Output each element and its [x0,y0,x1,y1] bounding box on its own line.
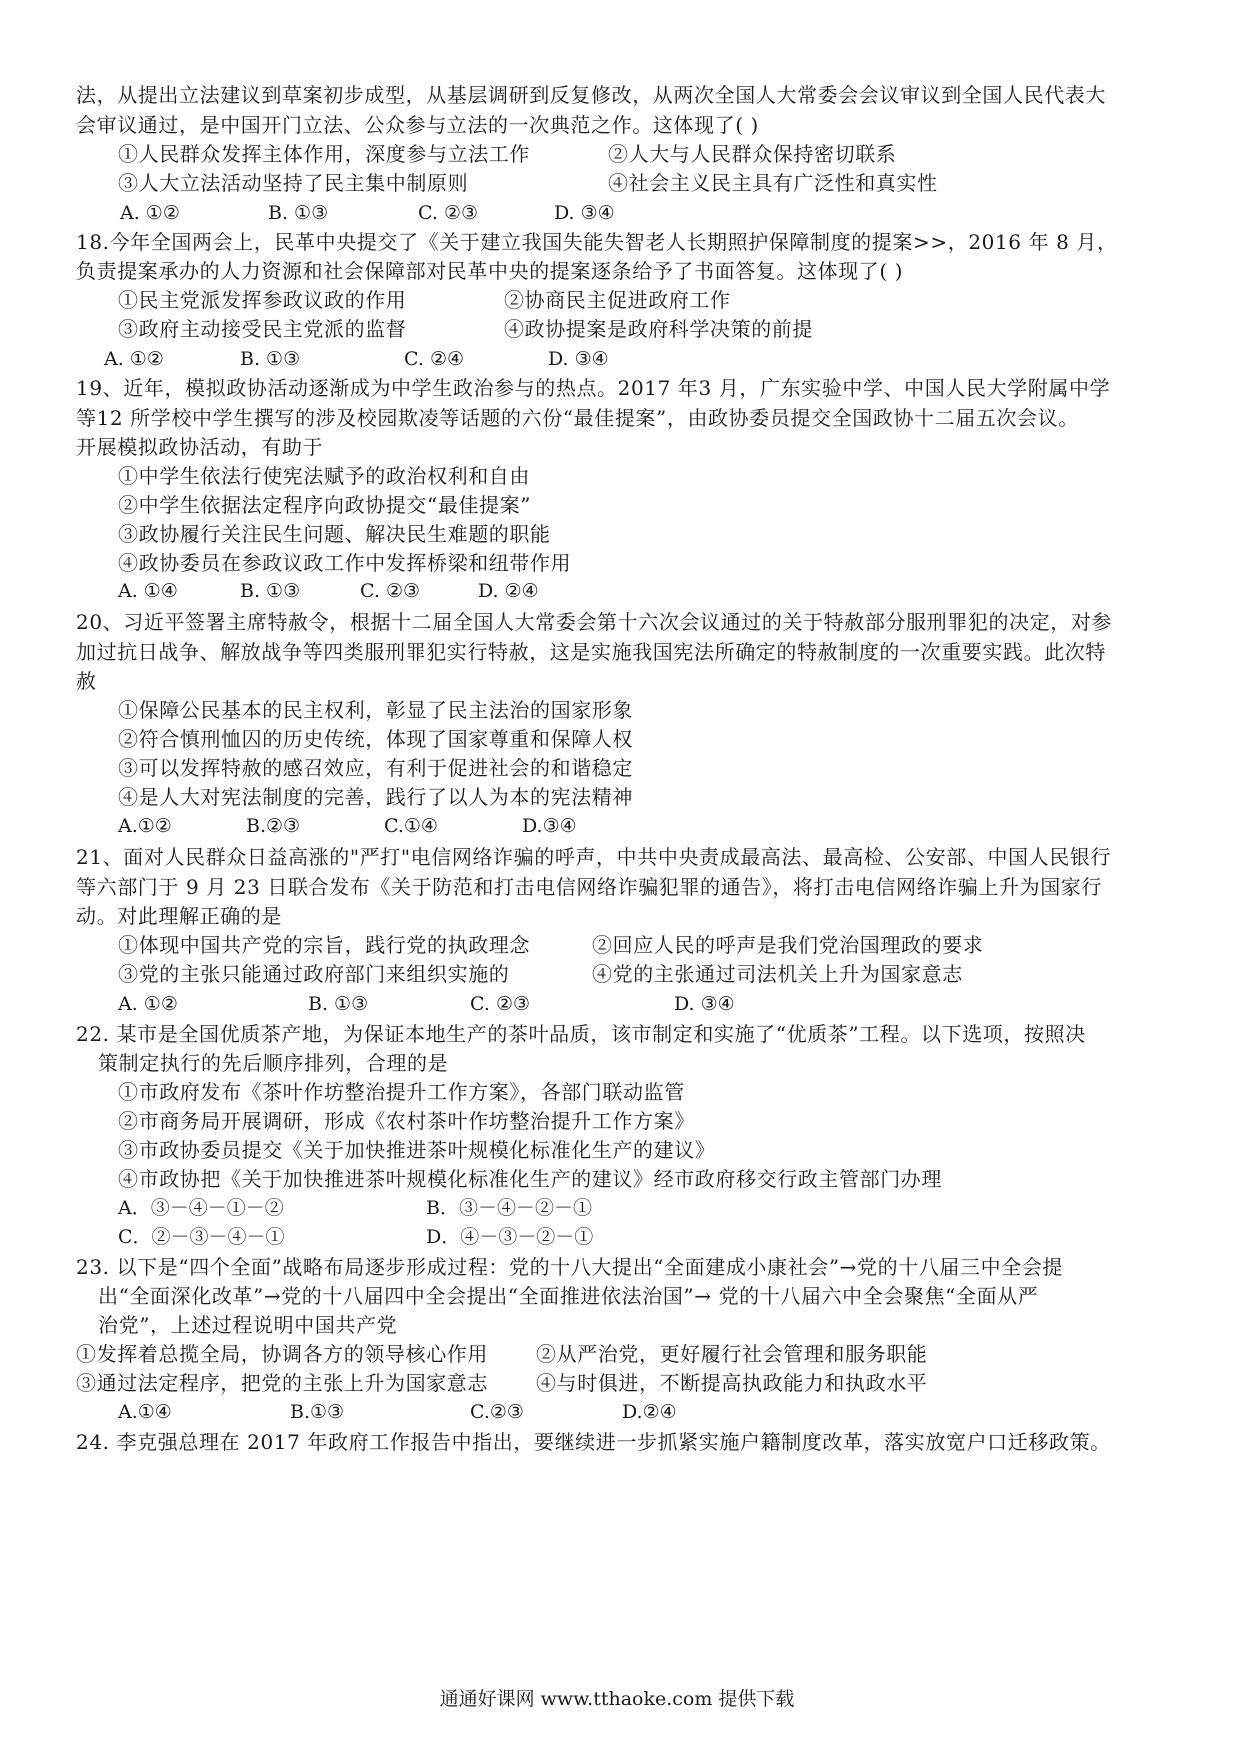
answer-c: C. ②③ [360,580,421,602]
question-19-text: 等12 所学校中学生撰写的涉及校园欺凌等话题的六份“最佳提案”，由政协委员提交全国政协十二届五次会议。 [76,406,1079,430]
option-3: ③人大立法活动坚持了民主集中制原则 [118,171,469,195]
question-text: 会审议通过，是中国开门立法、公众参与立法的一次典范之作。这体现了( ) [76,113,759,137]
answer-b: B. ①③ [240,348,301,370]
question-20-text: 加过抗日战争、解放战争等四类服刑罪犯实行特赦，这是实施我国宪法所确定的特赦制度的一次重要实践。此次特 [76,640,1106,664]
question-text: 法，从提出立法建议到草案初步成型，从基层调研到反复修改，从两次全国人大常委会会议审议到全国人民代表大 [76,83,1106,107]
option-3: ③市政协委员提交《关于加快推进茶叶规模化标准化生产的建议》 [118,1138,716,1162]
question-22-text: 策制定执行的先后顺序排列，合理的是 [98,1051,449,1075]
answer-b: B. ①③ [308,993,369,1015]
option-4: ④社会主义民主具有广泛性和真实性 [608,171,938,195]
answer-b: B. ①③ [240,580,301,602]
answer-b: B.①③ [290,1401,345,1423]
option-3: ③政府主动接受民主党派的监督 [118,317,407,341]
answer-d: D. ③④ [548,348,609,370]
answer-d: D. ②④ [478,580,539,602]
answer-c: C.①④ [384,815,438,837]
option-2: ②回应人民的呼声是我们党治国理政的要求 [592,933,984,957]
answer-a: A. ①④ [118,580,178,602]
option-3: ③通过法定程序，把党的主张上升为国家意志 [76,1371,488,1395]
option-1: ①民主党派发挥参政议政的作用 [118,288,407,312]
option-4: ④与时俱进，不断提高执政能力和执政水平 [536,1371,928,1395]
answer-b: B.②③ [246,815,301,837]
question-22-text: 22. 某市是全国优质茶产地，为保证本地生产的茶叶品质，该市制定和实施了“优质茶”工程。以下选项，按照决 [76,1022,1086,1046]
question-23-text: 出“全面深化改革”→党的十八届四中全会提出“全面推进依法治国”→ 党的十八届六中全会聚焦“全面从严 [98,1284,1039,1308]
option-2: ②中学生依据法定程序向政协提交“最佳提案” [118,493,532,517]
page-footer: 通通好课网 www.tthaoke.com 提供下载 [439,1688,795,1710]
answer-b: B. ①③ [268,202,329,224]
answer-d: D. ③④ [554,202,615,224]
question-21-text: 等六部门于 9 月 23 日联合发布《关于防范和打击电信网络诈骗犯罪的通告》，将打击电信网络诈骗上升为国家行 [76,875,1103,899]
option-2: ②从严治党，更好履行社会管理和服务职能 [536,1342,928,1366]
option-1: ①中学生依法行使宪法赋予的政治权利和自由 [118,464,530,488]
option-4: ④是人大对宪法制度的完善，践行了以人为本的宪法精神 [118,785,633,809]
answer-a: A. ①② [120,202,180,224]
answer-d: D. ③④ [674,993,735,1015]
option-2: ②协商民主促进政府工作 [504,288,731,312]
option-2: ②人大与人民群众保持密切联系 [608,142,897,166]
answer-a: A.①④ [118,1401,172,1423]
question-23-text: 治党”，上述过程说明中国共产党 [98,1313,398,1337]
question-21-text: 动。对此理解正确的是 [76,904,282,928]
answer-c: C.②③ [470,1401,524,1423]
option-2: ②符合慎刑恤囚的历史传统，体现了国家尊重和保障人权 [118,727,633,751]
option-4: ④市政协把《关于加快推进茶叶规模化标准化生产的建议》经市政府移交行政主管部门办理 [118,1167,942,1191]
question-20-text: 20、习近平签署主席特赦令，根据十二届全国人大常委会第十六次会议通过的关于特赦部分服刑罪犯的决定，对参 [76,610,1113,634]
answer-a: A. ①② [118,993,178,1015]
option-3: ③党的主张只能通过政府部门来组织实施的 [118,962,510,986]
option-1: ①保障公民基本的民主权利，彰显了民主法治的国家形象 [118,698,633,722]
answer-a: A. ①② [104,348,164,370]
answer-a: A.①② [118,815,172,837]
question-18-text: 负责提案承办的人力资源和社会保障部对民革中央的提案逐条给予了书面答复。这体现了( ) [76,259,904,283]
answer-d: D.③④ [522,815,577,837]
option-3: ③政协履行关注民生问题、解决民生难题的职能 [118,522,551,546]
option-4: ④政协委员在参政议政工作中发挥桥梁和纽带作用 [118,551,572,575]
answer-c: C. ②④ [404,348,465,370]
option-4: ④党的主张通过司法机关上升为国家意志 [592,962,963,986]
answer-c: C．②－③－④－① [118,1226,285,1248]
option-2: ②市商务局开展调研，形成《农村茶叶作坊整治提升工作方案》 [118,1109,695,1133]
option-4: ④政协提案是政府科学决策的前提 [504,317,813,341]
question-19-text: 19、近年，模拟政协活动逐渐成为中学生政治参与的热点。2017 年3 月，广东实验中学、中国人民大学附属中学 [76,376,1111,400]
question-23-text: 23. 以下是“四个全面”战略布局逐步形成过程：党的十八大提出“全面建成小康社会”→党的十八届三中全会提 [76,1255,1064,1279]
question-19-text: 开展模拟政协活动，有助于 [76,435,324,459]
answer-c: C. ②③ [470,993,531,1015]
answer-d: D．④－③－②－① [426,1226,594,1248]
answer-b: B．③－④－②－① [426,1197,592,1219]
option-1: ①发挥着总揽全局，协调各方的领导核心作用 [76,1342,488,1366]
answer-a: A．③－④－①－② [118,1197,284,1219]
question-21-text: 21、面对人民群众日益高涨的"严打"电信网络诈骗的呼声，中共中央责成最高法、最高检、公安部、中国人民银行 [76,845,1112,869]
question-18-text: 18.今年全国两会上，民革中央提交了《关于建立我国失能失智老人长期照护保障制度的提案>>，2016 年 8 月， [76,230,1118,254]
option-1: ①体现中国共产党的宗旨，践行党的执政理念 [118,933,530,957]
question-20-text: 赦 [76,669,97,693]
answer-d: D.②④ [622,1401,677,1423]
option-1: ①人民群众发挥主体作用，深度参与立法工作 [118,142,530,166]
option-1: ①市政府发布《茶叶作坊整治提升工作方案》，各部门联动监管 [118,1080,685,1104]
option-3: ③可以发挥特赦的感召效应，有利于促进社会的和谐稳定 [118,756,633,780]
answer-c: C. ②③ [418,202,479,224]
question-24-text: 24. 李克强总理在 2017 年政府工作报告中指出，要继续进一步抓紧实施户籍制度改革，落实放宽户口迁移政策。 [76,1430,1111,1454]
